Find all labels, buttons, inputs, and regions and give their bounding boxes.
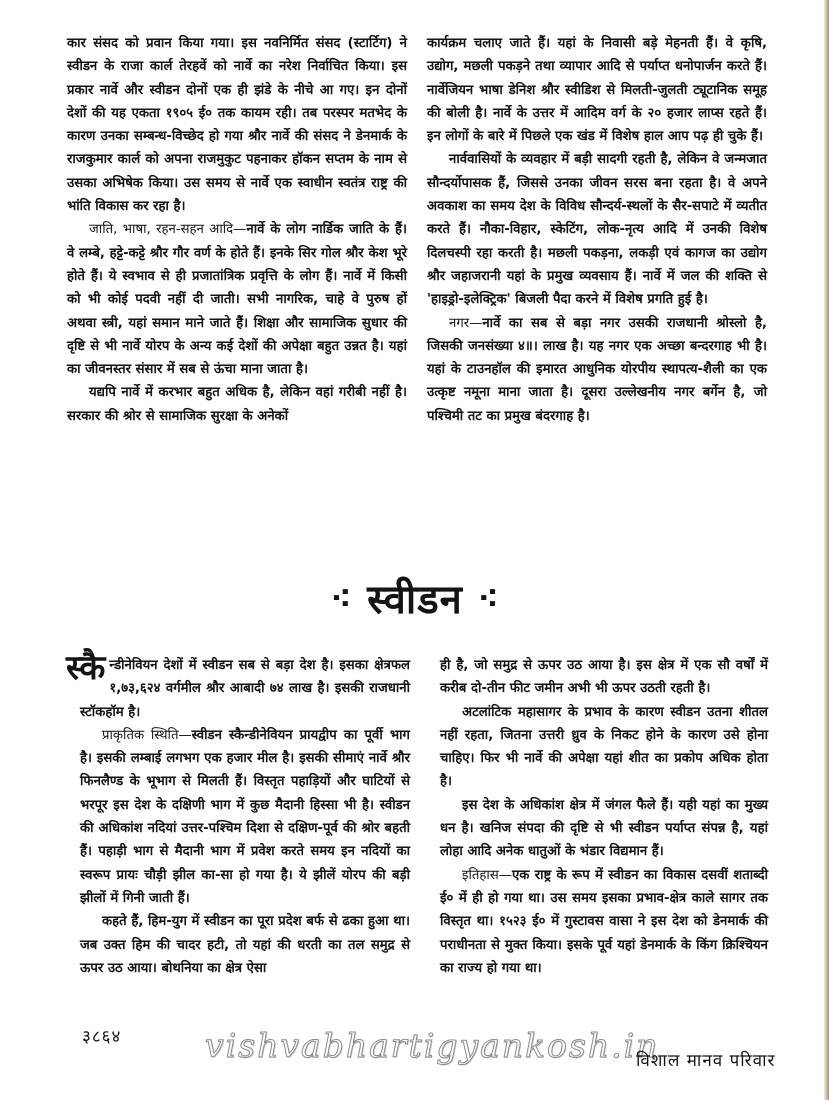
paragraph-text: स्वीडन स्कैन्डीनेवियन प्रायद्वीप का पूर्वी भाग है। इसकी लम्बाई लगभग एक हजार मील है। इसकी सीमाएं नार्वे श्रौर फिनलैण्ड के भूभाग से मिलती हैं। विस्तृत पहाड़ियों और घाटियों से भरपूर इस देश के दक्षिणी भाग में कुछ मैदानी हिस्सा भी है। स्वीडन की अधिकांश नदियां उत्तर-पश्चिम दिशा से दक्षिण-पूर्व की श्रोर बहती हैं। पहाड़ी भाग से मैदानी भाग में प्रवेश करते समय इन नदियों का स्वरूप प्रायः चौड़ी झील का-सा हो गया है। ये झीलें योरप की बड़ी झीलों में गिनी जाती हैं।	[80, 727, 410, 906]
paragraph-text: न्डीनेवियन देशों में स्वीडन सब से बड़ा देश है। इसका क्षेत्रफल १,७३,६२४ वर्गमील श्रौर आबादी ७४ लाख है। इसकी राजधानी स्टॉकहॉम है।	[80, 658, 410, 720]
heading-text: स्वीडन	[367, 577, 463, 623]
paragraph-text: कहते हैं, हिम-युग में स्वीडन का पूरा प्रदेश बर्फ से ढका हुआ था। जब उक्त हिम की चादर हटी, तो यहां की धरती का तल समुद्र से ऊपर उठ आया। बोथनिया का क्षेत्र ऐसा	[80, 914, 410, 976]
paragraph	[440, 864, 768, 980]
paragraph-text: ही है, जो समुद्र से ऊपर उठ आया है। इस क्षेत्र में एक सौ वर्षों में करीब दो-तीन फीट जमीन अभी भी ऊपर उठती रहती है।	[440, 658, 768, 697]
paragraph-text: नार्ववासियों के व्यवहार में बड़ी सादगी रहती है, लेकिन वे जन्मजात सौन्दर्योपासक हैं, जिससे उनका जीवन सरस बना रहता है। वे अपने अवकाश का समय देश के विविध सौन्दर्य-स्थलों के सैर-सपाटे में व्यतीत करते हैं। नौका-विहार, स्केटिंग, लोक-नृत्य आदि में उनकी विशेष दिलचस्पी रहा करती है। मछली पकड़ना, लकड़ी एवं कागज का उद्योग श्रौर जहाजरानी यहां के प्रमुख व्यवसाय हैं। नार्वे में जल की शक्ति से 'हाइड्रो-इलेक्ट्रिक' बिजली पैदा करने में विशेष प्रगति हुई है।	[427, 152, 767, 308]
paragraph-text: नार्वे के लोग नार्डिक जाति के हैं। वे लम्बे, हट्टे-कट्टे श्रौर गौर वर्ण के होते हैं। इनके सिर गोल श्रौर केश भूरे होते हैं। ये स्वभाव से ही प्रजातांत्रिक प्रवृत्ति के लोग हैं। नार्वे में किसी को भी कोई पदवी नहीं दी जाती। सभी नागरिक, चाहे वे पुरुष हों अथवा स्त्री, यहां समान माने जाते हैं। शिक्षा और सामाजिक सुधार की दृष्टि से भी नार्वे योरप के अन्य कई देशों की अपेक्षा बहुत उन्नत है। यहां का जीवनस्तर संसार में सब से ऊंचा माना जाता है।	[67, 222, 407, 378]
paragraph	[67, 381, 407, 428]
subheading-jati-bhasha: जाति, भाषा, रहन-सहन आदि—	[89, 222, 247, 238]
sweden-right-column	[440, 654, 768, 980]
page-number: ३८६४	[82, 1027, 122, 1047]
paragraph	[440, 654, 768, 701]
paragraph-text: अटलांटिक महासागर के प्रभाव के कारण स्वीडन उतना शीतल नहीं रहता, जितना उत्तरी ध्रुव के निकट होने के कारण उसे होना चाहिए। फिर भी नार्वे की अपेक्षा यहां शीत का प्रकोप अधिक होता है।	[440, 704, 768, 790]
norway-right-column	[427, 32, 767, 428]
paragraph	[80, 910, 410, 980]
paragraph-text: नार्वे का सब से बड़ा नगर उसकी राजधानी श्रोस्लो है, जिसकी जनसंख्या ४॥। लाख है। यह नगर एक अच्छा बन्दरगाह भी है। यहां के टाउनहॉल की इमारत आधुनिक योरपीय स्थापत्य-शैली का एक उत्कृष्ट नमूना माना जाता है। दूसरा उल्लेखनीय नगर बर्गेन है, जो पश्चिमी तट का प्रमुख बंदरगाह है।	[427, 315, 767, 424]
subheading-prakritik-sthiti: प्राकृतिक स्थिति—	[102, 727, 192, 743]
paragraph	[66, 648, 410, 724]
paragraph	[67, 32, 407, 218]
paragraph-text: यद्यपि नार्वे में करभार बहुत अधिक है, लेकिन वहां गरीबी नहीं है। सरकार की श्रोर से सामाजिक सुरक्षा के अनेकों	[67, 385, 407, 424]
subheading-nagar: नगर—	[449, 315, 483, 331]
paragraph	[427, 148, 767, 311]
paragraph-text: इस देश के अधिकांश क्षेत्र में जंगल फैले हैं। यही यहां का मुख्य धन है। खनिज संपदा की दृष्टि से भी स्वीडन पर्याप्त संपन्न है, यहां लोहा आदि अनेक धातुओं के भंडार विद्यमान हैं।	[440, 797, 768, 860]
ornament-icon: ⁖	[330, 582, 353, 617]
watermark: vishvabhartigyankosh.in	[205, 1026, 660, 1065]
page-edge	[824, 0, 829, 1100]
section-heading-sweden	[250, 572, 580, 628]
running-title: विशाल मानव परिवार	[636, 1051, 776, 1071]
paragraph	[440, 701, 768, 794]
paragraph	[440, 794, 768, 864]
paragraph	[80, 724, 410, 910]
norway-left-column	[67, 32, 407, 428]
sweden-left-column	[66, 648, 410, 980]
ornament-icon: ⁖	[477, 582, 500, 617]
subheading-itihas: इतिहास—	[462, 867, 512, 883]
drop-cap: स्कै	[66, 648, 106, 688]
paragraph-text: एक राष्ट्र के रूप में स्वीडन का विकास दसवीं शताब्दी ई० में ही हो गया था। उस समय इसका प्रभाव-क्षेत्र काले सागर तक विस्तृत था। १५२३ ई० में गुस्टावस वासा ने इस देश को डेनमार्क की पराधीनता से मुक्त किया। इसके पूर्व यहां डेनमार्क के किंग क्रिश्चियन का राज्य हो गया था।	[440, 867, 768, 976]
paragraph-text: कार संसद को प्रवान किया गया। इस नवनिर्मित संसद (स्टार्टिग) ने स्वीडन के राजा कार्ल तेरहवें को नार्वे का नरेश निर्वाचित किया। इस प्रकार नार्वे और स्वीडन दोनों एक ही झंडे के नीचे आ गए। इन दोनों देशों की यह एकता १९०५ ई० तक कायम रही। तब परस्पर मतभेद के कारण उनका सम्बन्ध-विच्छेद हो गया श्रौर नार्वे की संसद ने डेनमार्क के राजकुमार कार्ल को अपना राजमुकुट पहनाकर हॉकन सप्तम के नाम से उसका अभिषेक किया। उस समय से नार्वे एक स्वाधीन स्वतंत्र राष्ट्र की भांति विकास कर रहा है।	[67, 36, 407, 215]
paragraph	[67, 218, 407, 381]
paragraph-text: कार्यक्रम चलाए जाते हैं। यहां के निवासी बड़े मेहनती हैं। वे कृषि, उद्योग, मछली पकड़ने तथा व्यापार आदि से पर्याप्त धनोपार्जन करते हैं। नार्वेजियन भाषा डेनिश श्रौर स्वीडिश से मिलती-जुलती ट्यूटानिक समूह की बोली है। नार्वे के उत्तर में आदिम वर्ग के २० हजार लाप्स रहते हैं। इन लोगों के बारे में पिछले एक खंड में विशेष हाल आप पढ़ ही चुके हैं।	[427, 36, 767, 145]
paragraph	[427, 312, 767, 428]
paragraph	[427, 32, 767, 148]
